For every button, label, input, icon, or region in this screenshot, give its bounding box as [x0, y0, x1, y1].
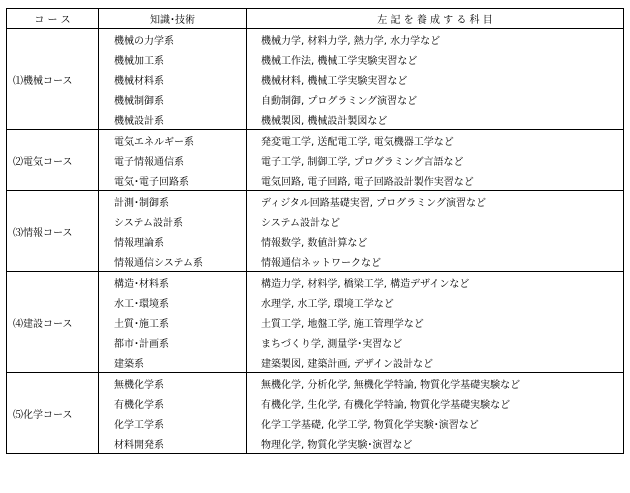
table-body	[7, 29, 624, 454]
subjects-cell: 物理化学, 物質化学実験･演習など	[247, 433, 624, 454]
table-row	[7, 312, 624, 332]
table-row	[7, 150, 624, 170]
subjects-cell: 情報通信ネットワークなど	[247, 251, 624, 272]
knowledge-cell: 機械材料系	[99, 69, 247, 89]
table-row	[7, 69, 624, 89]
course-name: ⑴機械コース	[7, 29, 99, 130]
subjects-cell: 機械力学, 材料力学, 熱力学, 水力学など	[247, 29, 624, 50]
table-row	[7, 109, 624, 130]
subjects-cell: 電子工学, 制御工学, プログラミング言語など	[247, 150, 624, 170]
course-name: ⑷建設コース	[7, 272, 99, 373]
table-row	[7, 393, 624, 413]
table-row	[7, 170, 624, 191]
table-row	[7, 130, 624, 151]
table-row	[7, 251, 624, 272]
knowledge-cell: 水工･環境系	[99, 292, 247, 312]
knowledge-cell: 機械設計系	[99, 109, 247, 130]
subjects-cell: まちづくり学, 測量学･実習など	[247, 332, 624, 352]
knowledge-cell: 情報通信システム系	[99, 251, 247, 272]
table-row	[7, 413, 624, 433]
course-name: ⑶情報コース	[7, 191, 99, 272]
subjects-cell: システム設計など	[247, 211, 624, 231]
course-name: ⑵電気コース	[7, 130, 99, 191]
knowledge-cell: 都市･計画系	[99, 332, 247, 352]
subjects-cell: 情報数学, 数値計算など	[247, 231, 624, 251]
knowledge-cell: 構造･材料系	[99, 272, 247, 293]
curriculum-table-container	[6, 8, 623, 454]
knowledge-cell: システム設計系	[99, 211, 247, 231]
knowledge-cell: 機械加工系	[99, 49, 247, 69]
knowledge-cell: 電子情報通信系	[99, 150, 247, 170]
subjects-cell: 水理学, 水工学, 環境工学など	[247, 292, 624, 312]
table-row	[7, 89, 624, 109]
knowledge-cell: 情報理論系	[99, 231, 247, 251]
header-course: コ ー ス	[7, 9, 99, 29]
subjects-cell: 機械工作法, 機械工学実験実習など	[247, 49, 624, 69]
subjects-cell: 機械材料, 機械工学実験実習など	[247, 69, 624, 89]
subjects-cell: 自動制御, プログラミング演習など	[247, 89, 624, 109]
table-row	[7, 373, 624, 394]
subjects-cell: 機械製図, 機械設計製図など	[247, 109, 624, 130]
table-row	[7, 433, 624, 454]
subjects-cell: 電気回路, 電子回路, 電子回路設計製作実習など	[247, 170, 624, 191]
course-name: ⑸化学コース	[7, 373, 99, 454]
subjects-cell: 無機化学, 分析化学, 無機化学特論, 物質化学基礎実験など	[247, 373, 624, 394]
subjects-cell: ディジタル回路基礎実習, プログラミング演習など	[247, 191, 624, 212]
knowledge-cell: 化学工学系	[99, 413, 247, 433]
table-row	[7, 332, 624, 352]
table-row	[7, 292, 624, 312]
knowledge-cell: 計測･制御系	[99, 191, 247, 212]
header-row	[7, 9, 624, 29]
curriculum-table	[6, 8, 624, 454]
knowledge-cell: 電気エネルギー系	[99, 130, 247, 151]
knowledge-cell: 機械制御系	[99, 89, 247, 109]
knowledge-cell: 機械の力学系	[99, 29, 247, 50]
knowledge-cell: 有機化学系	[99, 393, 247, 413]
table-row	[7, 231, 624, 251]
subjects-cell: 化学工学基礎, 化学工学, 物質化学実験･演習など	[247, 413, 624, 433]
table-row	[7, 272, 624, 293]
header-knowledge: 知識･技術	[99, 9, 247, 29]
subjects-cell: 発変電工学, 送配電工学, 電気機器工学など	[247, 130, 624, 151]
knowledge-cell: 無機化学系	[99, 373, 247, 394]
knowledge-cell: 土質･施工系	[99, 312, 247, 332]
table-row	[7, 352, 624, 373]
header-subjects: 左 記 を 養 成 す る 科 目	[247, 9, 624, 29]
table-row	[7, 49, 624, 69]
subjects-cell: 土質工学, 地盤工学, 施工管理学など	[247, 312, 624, 332]
subjects-cell: 構造力学, 材料学, 橋梁工学, 構造デザインなど	[247, 272, 624, 293]
table-row	[7, 211, 624, 231]
subjects-cell: 有機化学, 生化学, 有機化学特論, 物質化学基礎実験など	[247, 393, 624, 413]
subjects-cell: 建築製図, 建築計画, デザイン設計など	[247, 352, 624, 373]
knowledge-cell: 材料開発系	[99, 433, 247, 454]
table-row	[7, 29, 624, 50]
knowledge-cell: 建築系	[99, 352, 247, 373]
knowledge-cell: 電気･電子回路系	[99, 170, 247, 191]
table-row	[7, 191, 624, 212]
